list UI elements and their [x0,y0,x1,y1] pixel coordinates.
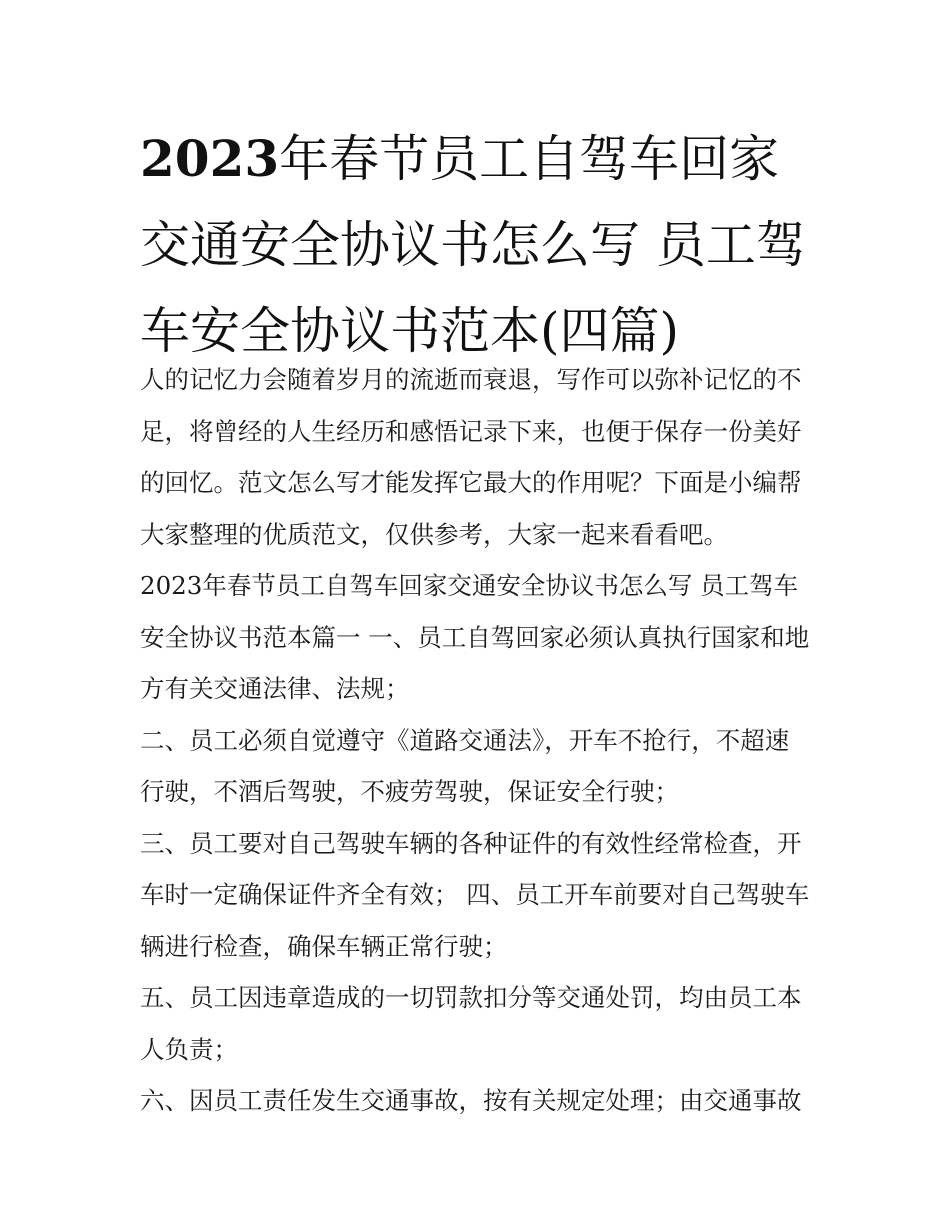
clause-five-paragraph: 五、员工因违章造成的一切罚款扣分等交通处罚，均由员工本人负责； [140,983,802,1064]
document-title [140,116,812,374]
section-one-paragraph: 2023年春节员工自驾车回家交通安全协议书怎么写 员工驾车安全协议书范本篇一 一、员工自驾回家必须认真执行国家和地方有关交通法律、法规； [140,571,810,703]
clause-six-paragraph: 六、因员工责任发生交通事故，按有关规定处理；由交通事故 [140,1086,802,1115]
document-body [140,354,812,1127]
title-year: 2023 [140,129,280,188]
intro-paragraph: 人的记忆力会随着岁月的流逝而衰退，写作可以弥补记忆的不足，将曾经的人生经历和感悟记录下来，也便于保存一份美好的回忆。范文怎么写才能发挥它最大的作用呢？下面是小编帮大家整理的优质范文，仅供参考，大家一起来看看吧。 [140,365,802,549]
clause-two-paragraph: 二、员工必须自觉遵守《道路交通法》，开车不抢行，不超速行驶，不酒后驾驶，不疲劳驾驶，保证安全行驶； [140,725,790,806]
clause-three-paragraph: 三、员工要对自己驾驶车辆的各种证件的有效性经常检查，开车时一定确保证件齐全有效； 四、员工开车前要对自己驾驶车辆进行检查，确保车辆正常行驶； [140,828,810,961]
title-text: 年春节员工自驾车回家交通安全协议书怎么写 员工驾车安全协议书范本(四篇) [140,130,806,360]
